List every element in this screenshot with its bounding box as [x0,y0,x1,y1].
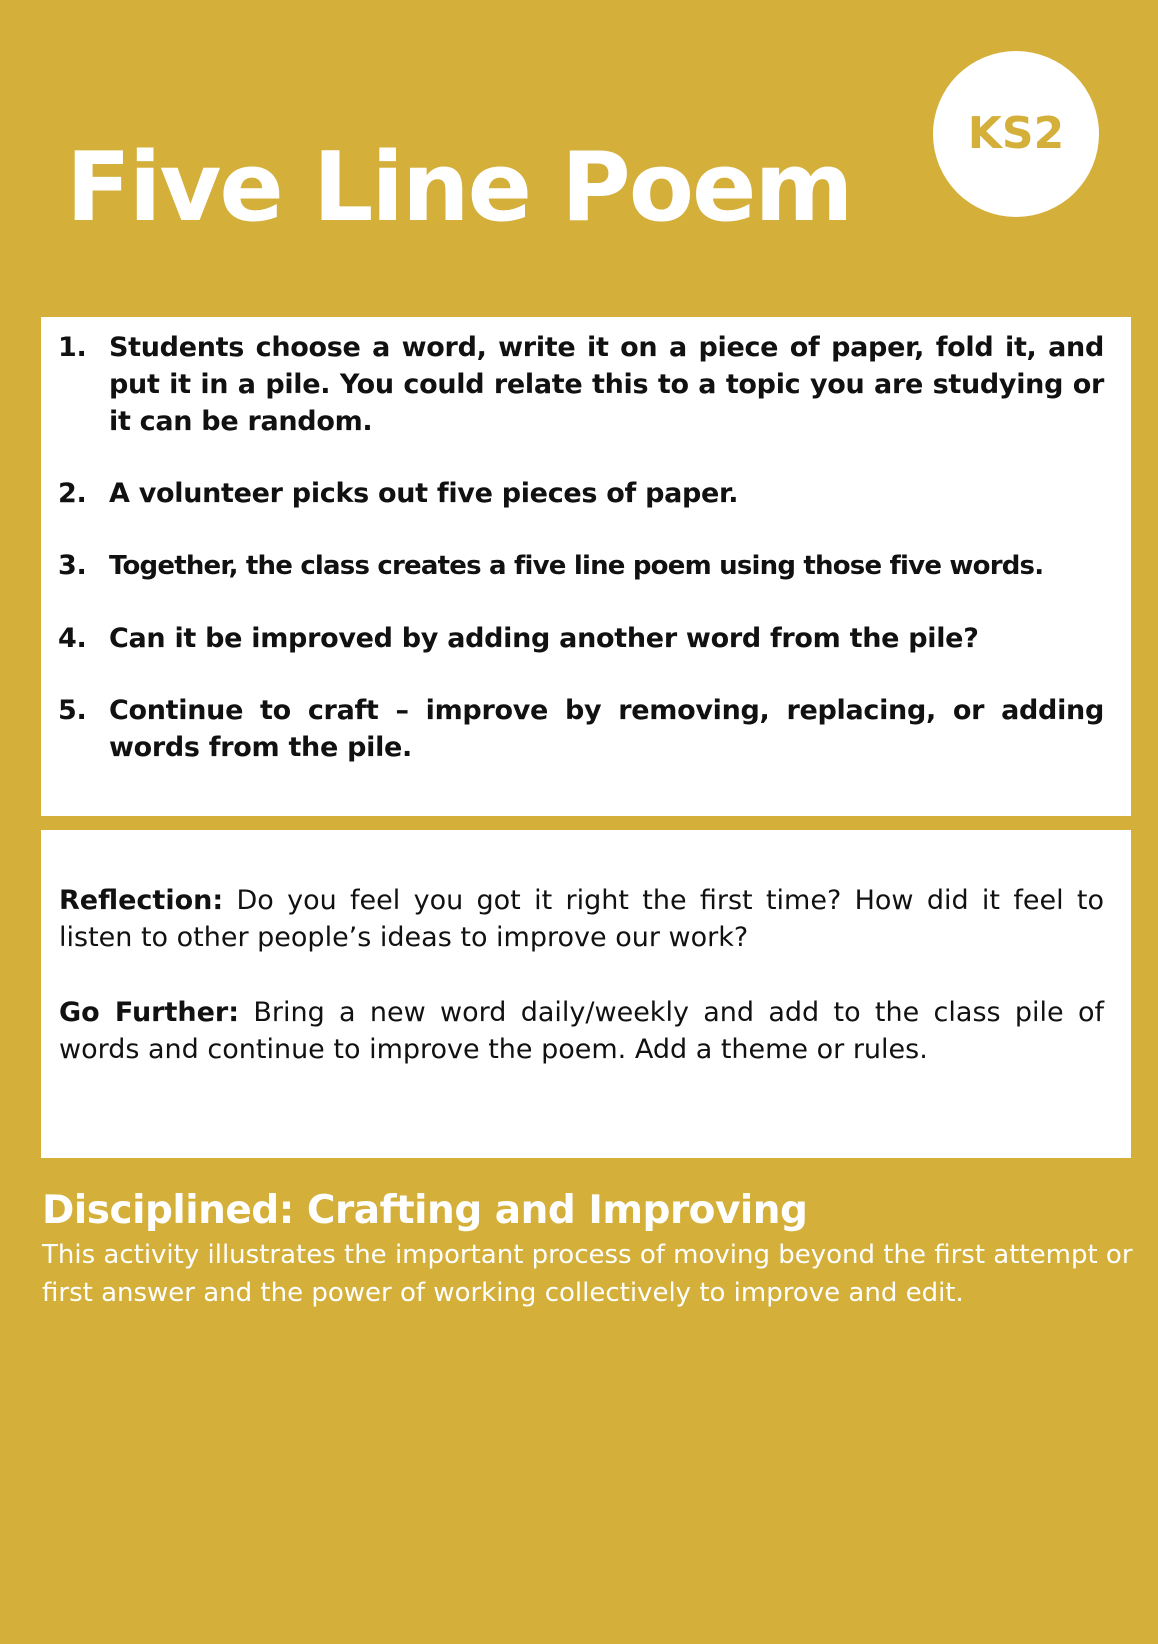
go-further-label: Go Further: [59,997,240,1028]
reflection-panel [41,830,1131,1158]
go-further-text: Bring a new word daily/weekly and add to the class pile of words and continue to improve the poem. Add a theme or rules. [59,997,1104,1065]
footer-text: This activity illustrates the important process of moving beyond the first attempt or first answer and the power of working collectively to improve and edit. [42,1240,1133,1308]
step-number: 3. [58,550,87,581]
step-text: Continue to craft – improve by removing, replacing, or adding words from the pile. [109,695,1104,763]
list-item [58,620,1104,657]
go-further-paragraph [59,994,1104,1068]
steps-list [58,329,1104,801]
step-text: Students choose a word, write it on a piece of paper, fold it, and put it in a pile. You could relate this to a topic you are studying or it can be random. [109,332,1104,437]
step-text: A volunteer picks out five pieces of paper. [109,478,739,509]
reflection-text: Do you feel you got it right the first time? How did it feel to listen to other people’s ideas to improve our work? [59,885,1104,953]
list-item [58,329,1104,440]
step-text: Can it be improved by adding another word from the pile? [109,623,979,654]
list-item [58,692,1104,766]
step-text: Together, the class creates a five line poem using those five words. [109,551,1044,581]
list-item [58,475,1104,512]
step-number: 1. [58,332,87,363]
reflection-paragraph [59,882,1104,956]
steps-panel [41,317,1131,816]
reflection-label: Reflection: [59,885,224,916]
footer-heading: Disciplined: Crafting and Improving [42,1188,808,1233]
step-number: 2. [58,478,87,509]
step-number: 4. [58,623,87,654]
list-item [58,547,1104,585]
page-title: Five Line Poem [66,133,852,243]
key-stage-badge: KS2 [933,51,1099,217]
step-number: 5. [58,695,87,726]
